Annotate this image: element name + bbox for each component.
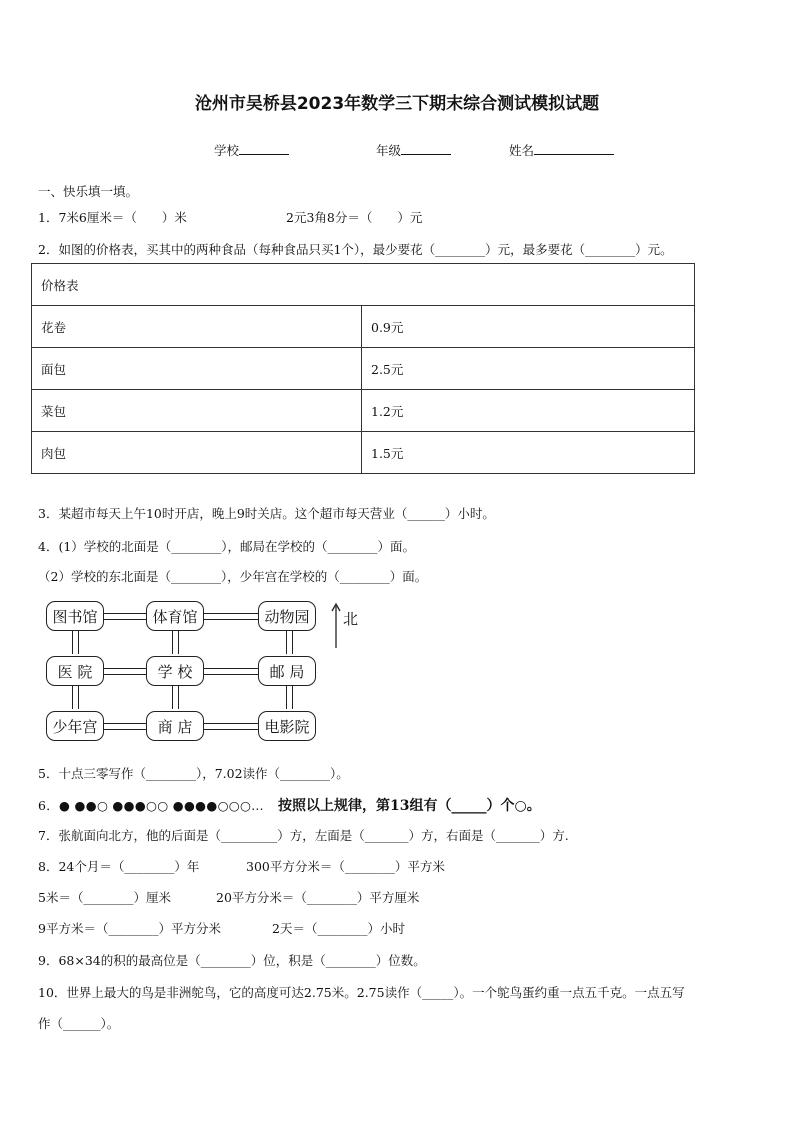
question-6 [38, 795, 541, 815]
school-label: 学校 [214, 143, 240, 158]
price-table [31, 263, 695, 474]
question-8-r2b: 20平方分米＝（________）平方厘米 [216, 890, 420, 905]
location-map [30, 596, 390, 746]
road [204, 668, 258, 675]
map-node-hospital: 医 院 [46, 656, 104, 686]
map-node-library: 图书馆 [46, 601, 104, 631]
road [286, 685, 293, 709]
grade-field [376, 141, 451, 159]
name-field [509, 141, 614, 159]
road [72, 630, 79, 654]
question-5: 5．十点三零写作（________），7.02读作（________）。 [38, 766, 349, 781]
map-node-post-office: 邮 局 [258, 656, 316, 686]
price-cell: 0.9元 [362, 306, 695, 348]
question-1a: 1．7米6厘米＝（ ）米 [38, 210, 187, 225]
map-node-school: 学 校 [146, 656, 204, 686]
school-field [214, 141, 289, 159]
grade-label: 年级 [376, 143, 402, 158]
price-cell: 1.2元 [362, 390, 695, 432]
question-8-r2a: 5米＝（________）厘米 [38, 890, 171, 905]
table-header-row [32, 264, 695, 306]
north-arrow-icon [330, 602, 344, 650]
road [286, 630, 293, 654]
table-row [32, 348, 695, 390]
section-heading: 一、快乐填一填。 [38, 184, 139, 199]
question-8-r3b: 2天＝（________）小时 [272, 921, 405, 936]
question-9: 9．68×34的积的最高位是（________）位，积是（________）位数。 [38, 953, 426, 968]
name-label: 姓名 [509, 143, 535, 158]
map-node-zoo: 动物园 [258, 601, 316, 631]
map-node-store: 商 店 [146, 711, 204, 741]
road [172, 685, 179, 709]
item-cell: 肉包 [32, 432, 362, 474]
question-2: 2．如图的价格表，买其中的两种食品（每种食品只买1个），最少要花（________）元，最多要花（________）元。 [38, 242, 673, 257]
road [104, 723, 146, 730]
question-1b: 2元3角8分＝（ ）元 [286, 210, 423, 225]
map-node-cinema: 电影院 [258, 711, 316, 741]
question-8-r1b: 300平方分米＝（________）平方米 [246, 859, 445, 874]
road [204, 723, 258, 730]
question-8-r3a: 9平方米＝（________）平方分米 [38, 921, 221, 936]
table-row [32, 390, 695, 432]
question-8-r1a: 8．24个月＝（________）年 [38, 859, 200, 874]
question-7: 7．张航面向北方，他的后面是（_________）方，左面是（_______）方，右面是（_______）方. [38, 828, 569, 843]
road [72, 685, 79, 709]
table-row [32, 432, 695, 474]
price-cell: 2.5元 [362, 348, 695, 390]
road [172, 630, 179, 654]
dot-pattern: 6．● ●●○ ●●●○○ ●●●●○○○… [38, 798, 264, 813]
table-row [32, 306, 695, 348]
question-4a: 4．(1）学校的北面是（________），邮局在学校的（________）面。 [38, 539, 416, 554]
page-title: 沧州市吴桥县2023年数学三下期末综合测试模拟试题 [194, 94, 600, 114]
question-4b: （2）学校的东北面是（________），少年宫在学校的（________）面。 [38, 569, 428, 584]
price-cell: 1.5元 [362, 432, 695, 474]
road [104, 668, 146, 675]
question-6-text: 按照以上规律，第13组有（_____）个○。 [278, 798, 541, 814]
item-cell: 菜包 [32, 390, 362, 432]
question-3: 3．某超市每天上午10时开店，晚上9时关店。这个超市每天营业（______）小时。 [38, 506, 495, 521]
road [104, 613, 146, 620]
road [204, 613, 258, 620]
question-10-line1: 10．世界上最大的鸟是非洲鸵鸟，它的高度可达2.75米。2.75读作（_____）。一个鸵鸟蛋约重一点五千克。一点五写 [38, 985, 685, 1000]
map-node-gym: 体育馆 [146, 601, 204, 631]
item-cell: 面包 [32, 348, 362, 390]
item-cell: 花卷 [32, 306, 362, 348]
question-10-line2: 作（______）。 [38, 1016, 120, 1031]
table-header: 价格表 [32, 264, 695, 306]
north-label: 北 [343, 610, 359, 628]
map-node-youth-palace: 少年宫 [46, 711, 104, 741]
